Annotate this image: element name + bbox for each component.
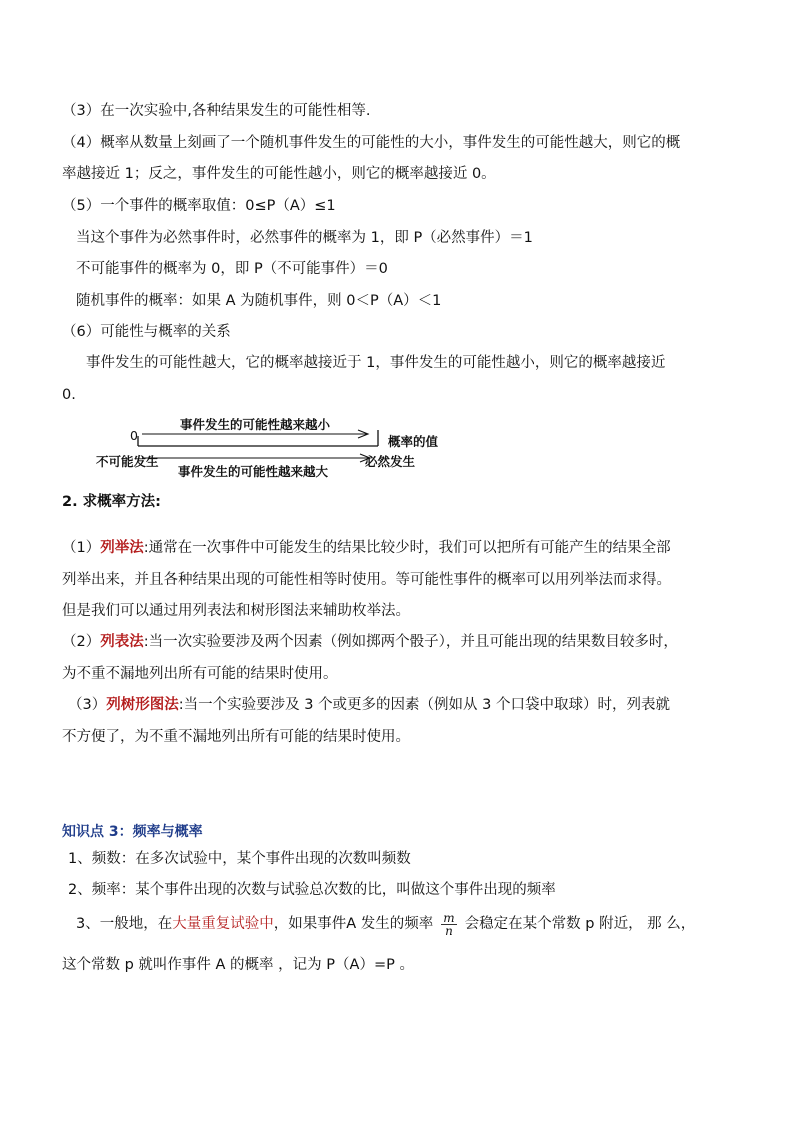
para-6-line1: 事件发生的可能性越大，它的概率越接近于 1，事件发生的可能性越小，则它的概率越接近 [86,355,666,371]
probability-definition-line1 [76,909,695,939]
frequency-definition: 1、频数：在多次试验中，某个事件出现的次数叫频数 [68,851,411,867]
para-5-impossible: 不可能事件的概率为 0，即 P（不可能事件）＝0 [76,261,388,277]
method-2-line1 [62,632,678,652]
probability-definition-line2: 这个常数 p 就叫作事件 A 的概率 ，记为 P（A）=P 。 [62,957,414,973]
p3-mid: ，如果事件A 发生的频率 [273,916,434,932]
diagram-certain-label: 必然发生 [365,454,416,469]
method-2-prefix: （2） [62,634,101,650]
probability-scale-diagram [90,410,460,485]
para-5-random: 随机事件的概率：如果 A 为随机事件，则 0＜P（A）＜1 [76,293,442,309]
method-1-line1 [62,538,671,558]
method-2-text: :当一次实验要涉及两个因素（例如掷两个骰子），并且可能出现的结果数目较多时， [143,634,678,650]
frequency-fraction [441,912,456,937]
para-6-line2: 0. [62,387,76,403]
para-5-certain: 当这个事件为必然事件时，必然事件的概率为 1，即 P（必然事件）＝1 [76,230,533,246]
method-3-text: :当一个实验要涉及 3 个或更多的因素（例如从 3 个口袋中取球）时，列表就 [178,697,671,713]
fraction-numerator: m [443,910,455,925]
p3-emphasis: 大量重复试验中 [172,916,274,932]
relative-frequency-definition: 2、频率：某个事件出现的次数与试验总次数的比，叫做这个事件出现的频率 [68,882,556,898]
section-2-heading: 2. 求概率方法: [62,494,161,510]
diagram-bottom-label: 事件发生的可能性越来越大 [178,464,329,479]
p3-pre: 3、一般地，在 [76,916,173,932]
para-5: （5）一个事件的概率取值：0≤P（A）≤1 [62,198,336,214]
method-3-name: 列树形图法 [106,697,179,713]
method-3-line2: 不方便了，为不重不漏地列出所有可能的结果时使用。 [62,729,410,745]
method-1-line3: 但是我们可以通过用列表法和树形图法来辅助枚举法。 [62,603,410,619]
section-3-heading: 知识点 3：频率与概率 [62,824,203,840]
p3-post: 会稳定在某个常数 p 附近， 那 么， [464,916,696,932]
method-1-prefix: （1） [62,540,101,556]
method-1-name: 列举法 [100,540,144,556]
method-1-text: :通常在一次事件中可能发生的结果比较少时，我们可以把所有可能产生的结果全部 [143,540,671,556]
method-3-prefix: （3） [68,697,107,713]
diagram-impossible-label: 不可能发生 [96,454,159,469]
diagram-value-label: 概率的值 [388,434,439,449]
method-2-name: 列表法 [100,634,144,650]
para-4-line1: （4）概率从数量上刻画了一个随机事件发生的可能性的大小，事件发生的可能性越大，则它的概 [62,135,681,151]
diagram-zero-label: 0 [130,428,138,443]
method-2-line2: 为不重不漏地列出所有可能的结果时使用。 [62,666,338,682]
para-3: （3）在一次实验中,各种结果发生的可能性相等. [62,103,371,119]
fraction-denominator: n [445,923,453,938]
para-4-line2: 率越接近 1；反之，事件发生的可能性越小，则它的概率越接近 0。 [62,166,496,182]
para-6: （6）可能性与概率的关系 [62,324,231,340]
diagram-top-label: 事件发生的可能性越来越小 [180,417,331,432]
method-1-line2: 列举出来，并且各种结果出现的可能性相等时使用。等可能性事件的概率可以用列举法而求得。 [62,572,671,588]
method-3-line1 [68,695,670,715]
